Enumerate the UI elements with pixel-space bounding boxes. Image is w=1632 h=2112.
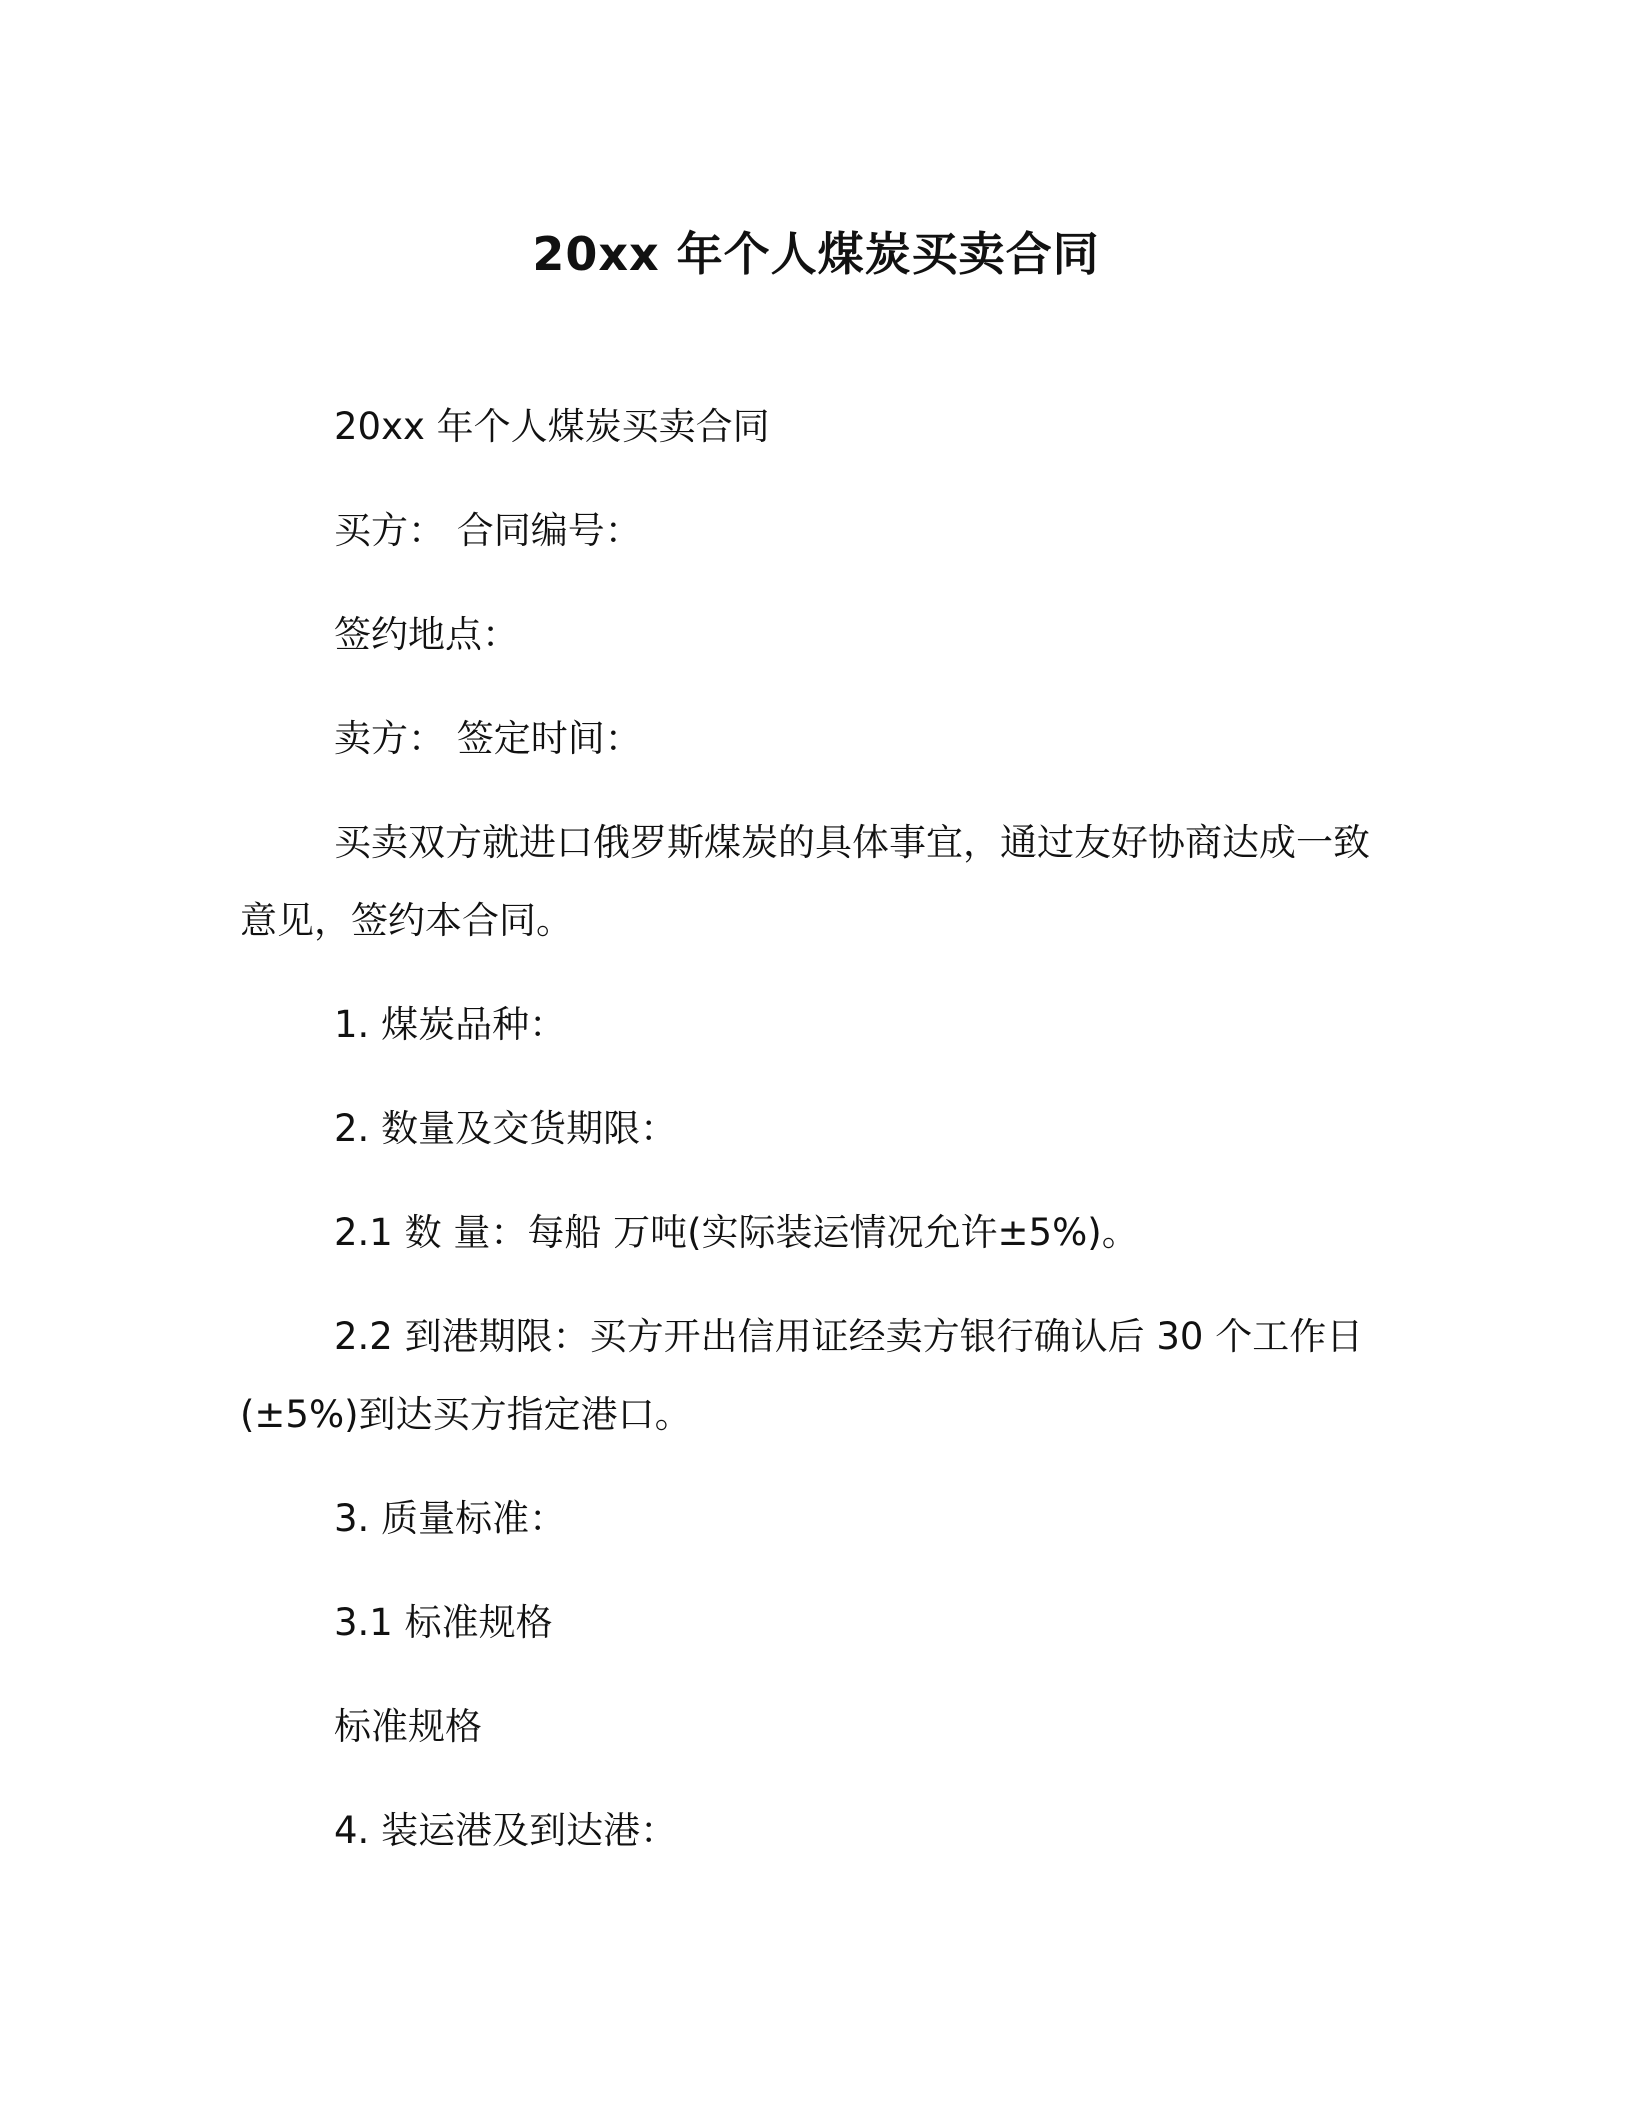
paragraph-quantity: 2.1 数 量：每船 万吨(实际装运情况允许±5%)。	[334, 1211, 1139, 1254]
paragraph-ports: 4. 装运港及到达港：	[334, 1809, 678, 1852]
document-body	[240, 388, 1390, 1896]
paragraph-arrival-deadline: 2.2 到港期限：买方开出信用证经卖方银行确认后 30 个工作日(±5%)到达买方指定港口。	[240, 1315, 1364, 1436]
paragraph-quality-standard: 3. 质量标准：	[334, 1497, 567, 1540]
paragraph-buyer-contract-no: 买方： 合同编号：	[334, 509, 642, 552]
paragraph-standard-spec: 标准规格	[334, 1705, 482, 1748]
paragraph-quantity-delivery: 2. 数量及交货期限：	[334, 1107, 678, 1150]
paragraph-heading: 20xx 年个人煤炭买卖合同	[334, 405, 770, 448]
paragraph-coal-variety: 1. 煤炭品种：	[334, 1003, 567, 1046]
paragraph-standard-spec-heading: 3.1 标准规格	[334, 1601, 553, 1644]
document-title: 20xx 年个人煤炭买卖合同	[532, 227, 1100, 281]
paragraph-seller-signing-time: 卖方： 签定时间：	[334, 717, 642, 760]
paragraph-signing-place: 签约地点：	[334, 613, 519, 656]
paragraph-agreement-intro: 买卖双方就进口俄罗斯煤炭的具体事宜，通过友好协商达成一致意见，签约本合同。	[240, 821, 1370, 942]
